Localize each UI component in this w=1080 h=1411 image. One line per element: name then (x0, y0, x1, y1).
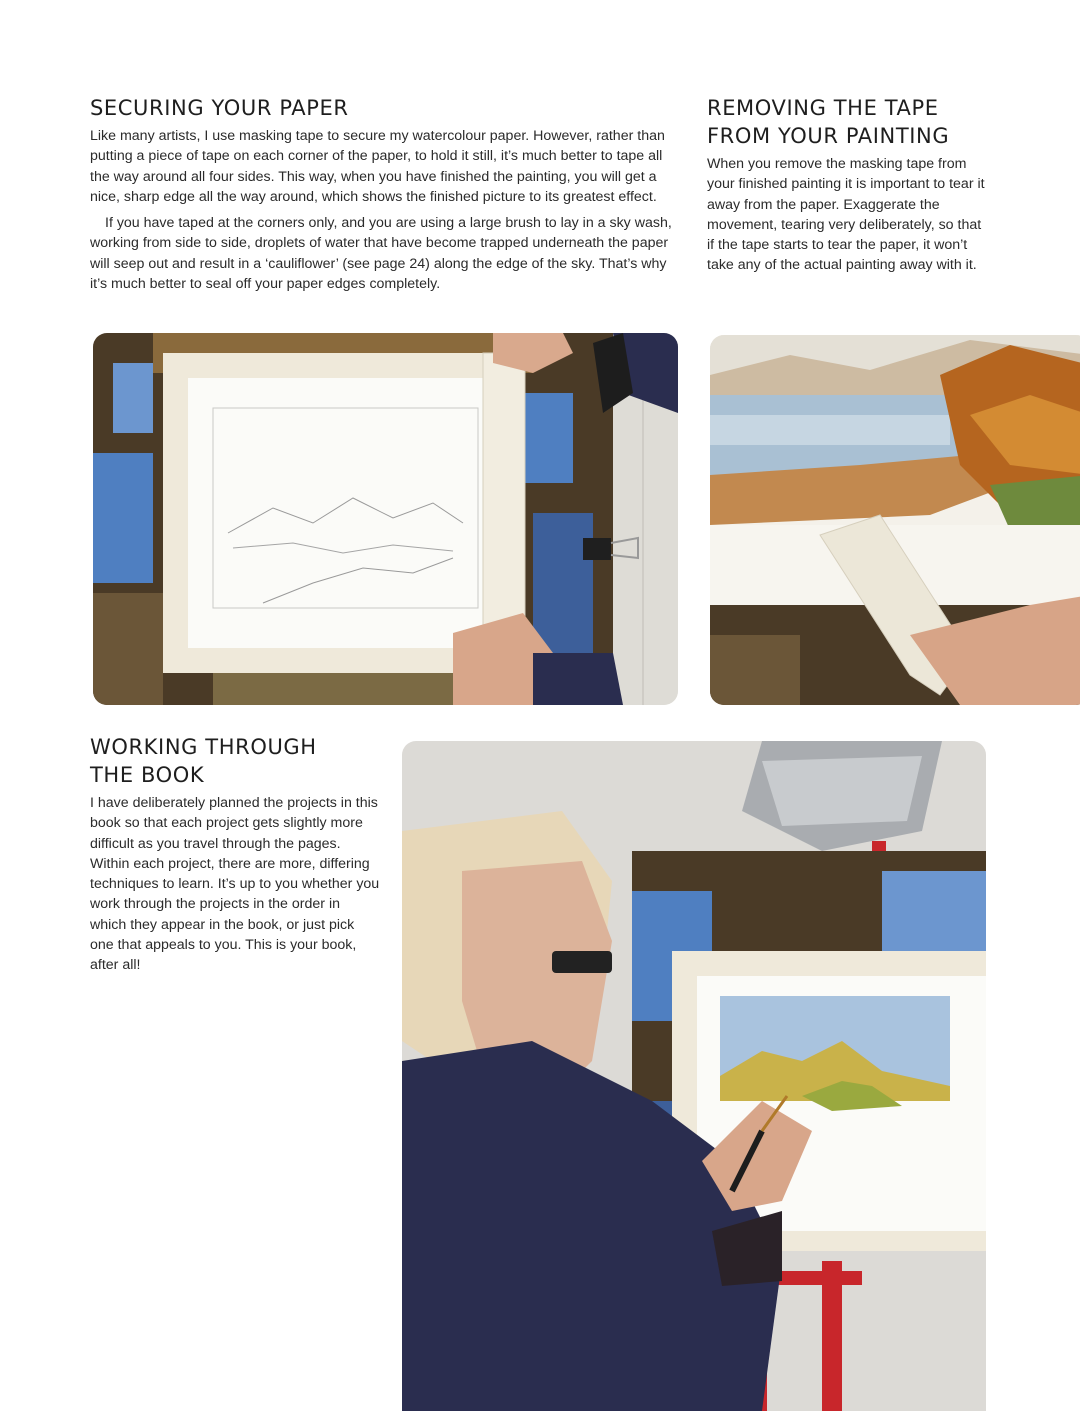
removing-heading-line-1: REMOVING THE TAPE (707, 96, 939, 120)
working-heading (90, 733, 317, 789)
working-body (90, 793, 380, 982)
photo-taping-paper (93, 333, 678, 705)
working-heading-line-1: WORKING THROUGH (90, 735, 317, 759)
photo-removing-tape (710, 335, 1080, 705)
removing-paragraph: When you remove the masking tape from your finished painting it is important to tear it away from the paper. Exaggerate the movement, tearing very deliberately, so that if the tape starts to tear the paper, it won’t take any of the actual painting away with it. (707, 156, 985, 274)
removing-heading-line-2: FROM YOUR PAINTING (707, 124, 950, 148)
working-heading-line-2: THE BOOK (90, 763, 205, 787)
securing-body (90, 126, 680, 300)
securing-heading: SECURING YOUR PAPER (90, 96, 349, 120)
removing-body (707, 154, 992, 282)
securing-paragraph-1: Like many artists, I use masking tape to secure my watercolour paper. However, rather than putting a piece of tape on each corner of the paper, to hold it still, it’s much better to tape all the way around all four sides. This way, when you have finished the painting, you will get a nice, sharp edge all the way around, which shows the finished picture to its greatest effect. (90, 128, 665, 205)
photo-artist-at-easel (402, 741, 986, 1411)
securing-paragraph-2: If you have taped at the corners only, and you are using a large brush to lay in a sky wash, working from side to side, droplets of water that have become trapped underneath the paper will seep out and result in a ‘cauliflower’ (see page 24) along the edge of the sky. That’s why it’s much better to seal off your paper edges completely. (90, 215, 672, 293)
removing-heading (707, 94, 949, 150)
working-paragraph: I have deliberately planned the projects in this book so that each project gets slightly more difficult as you travel through the pages. Within each project, there are more, differing techniques to learn. It’s up to you whether you work through the projects in the order in which they appear in the book, or just pick one that appeals to you. This is your book, after all! (90, 795, 380, 974)
